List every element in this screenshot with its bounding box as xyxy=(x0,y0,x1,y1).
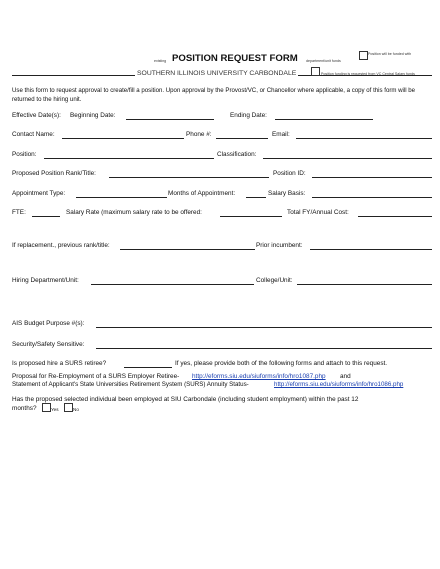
effective-dates-label: Effective Date(s): xyxy=(12,112,61,119)
ais-budget-field[interactable] xyxy=(96,327,432,328)
proposal-label: Proposal for Re-Employment of a SURS Employer Retiree- xyxy=(12,373,180,380)
contact-name-field[interactable] xyxy=(62,138,184,139)
hiring-dept-label: Hiring Department/Unit: xyxy=(12,277,79,284)
hiring-dept-field[interactable] xyxy=(91,284,254,285)
surs-answer-field[interactable] xyxy=(124,367,172,368)
replacement-label: If replacement., previous rank/title: xyxy=(12,242,110,249)
salary-rate-label: Salary Rate (maximum salary rate to be offered: xyxy=(66,209,202,216)
intro-text: Use this form to request approval to create/fill a position. Upon approval by the Provost/VC, or Chancellor where applicable, a copy of this form will be returned to the hiring unit. xyxy=(12,87,416,103)
appointment-type-label: Appointment Type: xyxy=(12,190,66,197)
existing-label: existing xyxy=(154,59,167,63)
funding-checkbox[interactable] xyxy=(311,67,320,76)
and-text: and xyxy=(340,373,351,380)
funding-note: Position funding is requested from VC Central Salary funds xyxy=(321,72,415,76)
salary-rate-field[interactable] xyxy=(220,216,282,217)
dept-funds-label: department/unit funds xyxy=(306,59,341,63)
salary-basis-label: Salary Basis: xyxy=(268,190,306,197)
position-id-field[interactable] xyxy=(312,177,432,178)
fte-field[interactable] xyxy=(32,216,60,217)
statement-label: Statement of Applicant's State Universities Retirement System (SURS) Annuity Status- xyxy=(12,381,249,388)
ending-date-label: Ending Date: xyxy=(230,112,267,119)
security-label: Security/Safety Sensitive: xyxy=(12,341,85,348)
college-unit-field[interactable] xyxy=(297,284,432,285)
phone-field[interactable] xyxy=(216,138,268,139)
proposal-link[interactable]: http://eforms.siu.edu/siuforms/info/hro1087.php xyxy=(192,373,326,380)
ending-date-field[interactable] xyxy=(275,119,373,120)
employment-question-months: months? xyxy=(12,405,37,412)
rank-title-field[interactable] xyxy=(109,177,269,178)
employment-yes-label: Yes xyxy=(51,407,59,412)
employment-yes-checkbox[interactable] xyxy=(42,403,51,412)
employment-no-label: No xyxy=(73,407,79,412)
position-field[interactable] xyxy=(44,158,214,159)
beginning-date-field[interactable] xyxy=(126,119,214,120)
university-name: SOUTHERN ILLINOIS UNIVERSITY CARBONDALE xyxy=(137,70,297,77)
appointment-type-field[interactable] xyxy=(76,197,167,198)
salary-basis-field[interactable] xyxy=(312,197,432,198)
funded-with-checkbox[interactable] xyxy=(359,51,368,60)
total-fy-label: Total FY/Annual Cost: xyxy=(287,209,349,216)
email-field[interactable] xyxy=(296,138,432,139)
contact-name-label: Contact Name: xyxy=(12,131,55,138)
email-label: Email: xyxy=(272,131,290,138)
prior-incumbent-label: Prior incumbent: xyxy=(256,242,303,249)
employment-no-checkbox[interactable] xyxy=(64,403,73,412)
ais-budget-label: AIS Budget Purpose #(s): xyxy=(12,320,85,327)
form-title: POSITION REQUEST FORM xyxy=(172,53,298,64)
classification-field[interactable] xyxy=(263,158,432,159)
prior-incumbent-field[interactable] xyxy=(310,249,432,250)
employment-question: Has the proposed selected individual been employed at SIU Carbondale (including student employment) within the past 12 xyxy=(12,396,359,403)
statement-link[interactable]: http://eforms.siu.edu/siuforms/info/hro1086.php xyxy=(274,381,404,388)
classification-label: Classification: xyxy=(217,151,257,158)
position-label: Position: xyxy=(12,151,37,158)
college-unit-label: College/Unit: xyxy=(256,277,293,284)
security-field[interactable] xyxy=(96,348,432,349)
funded-with-label: Position will be funded with xyxy=(368,52,412,56)
position-id-label: Position ID: xyxy=(273,170,306,177)
total-fy-field[interactable] xyxy=(358,216,432,217)
rank-title-label: Proposed Position Rank/Title: xyxy=(12,170,96,177)
fte-label: FTE: xyxy=(12,209,26,216)
beginning-date-label: Beginning Date: xyxy=(70,112,116,119)
surs-instruction: If yes, please provide both of the following forms and attach to this request. xyxy=(175,360,388,367)
months-of-appointment-label: Months of Appointment: xyxy=(168,190,236,197)
replacement-field[interactable] xyxy=(120,249,255,250)
months-of-appointment-field[interactable] xyxy=(246,197,266,198)
phone-label: Phone #: xyxy=(186,131,212,138)
surs-question: Is proposed hire a SURS retiree? xyxy=(12,360,107,367)
